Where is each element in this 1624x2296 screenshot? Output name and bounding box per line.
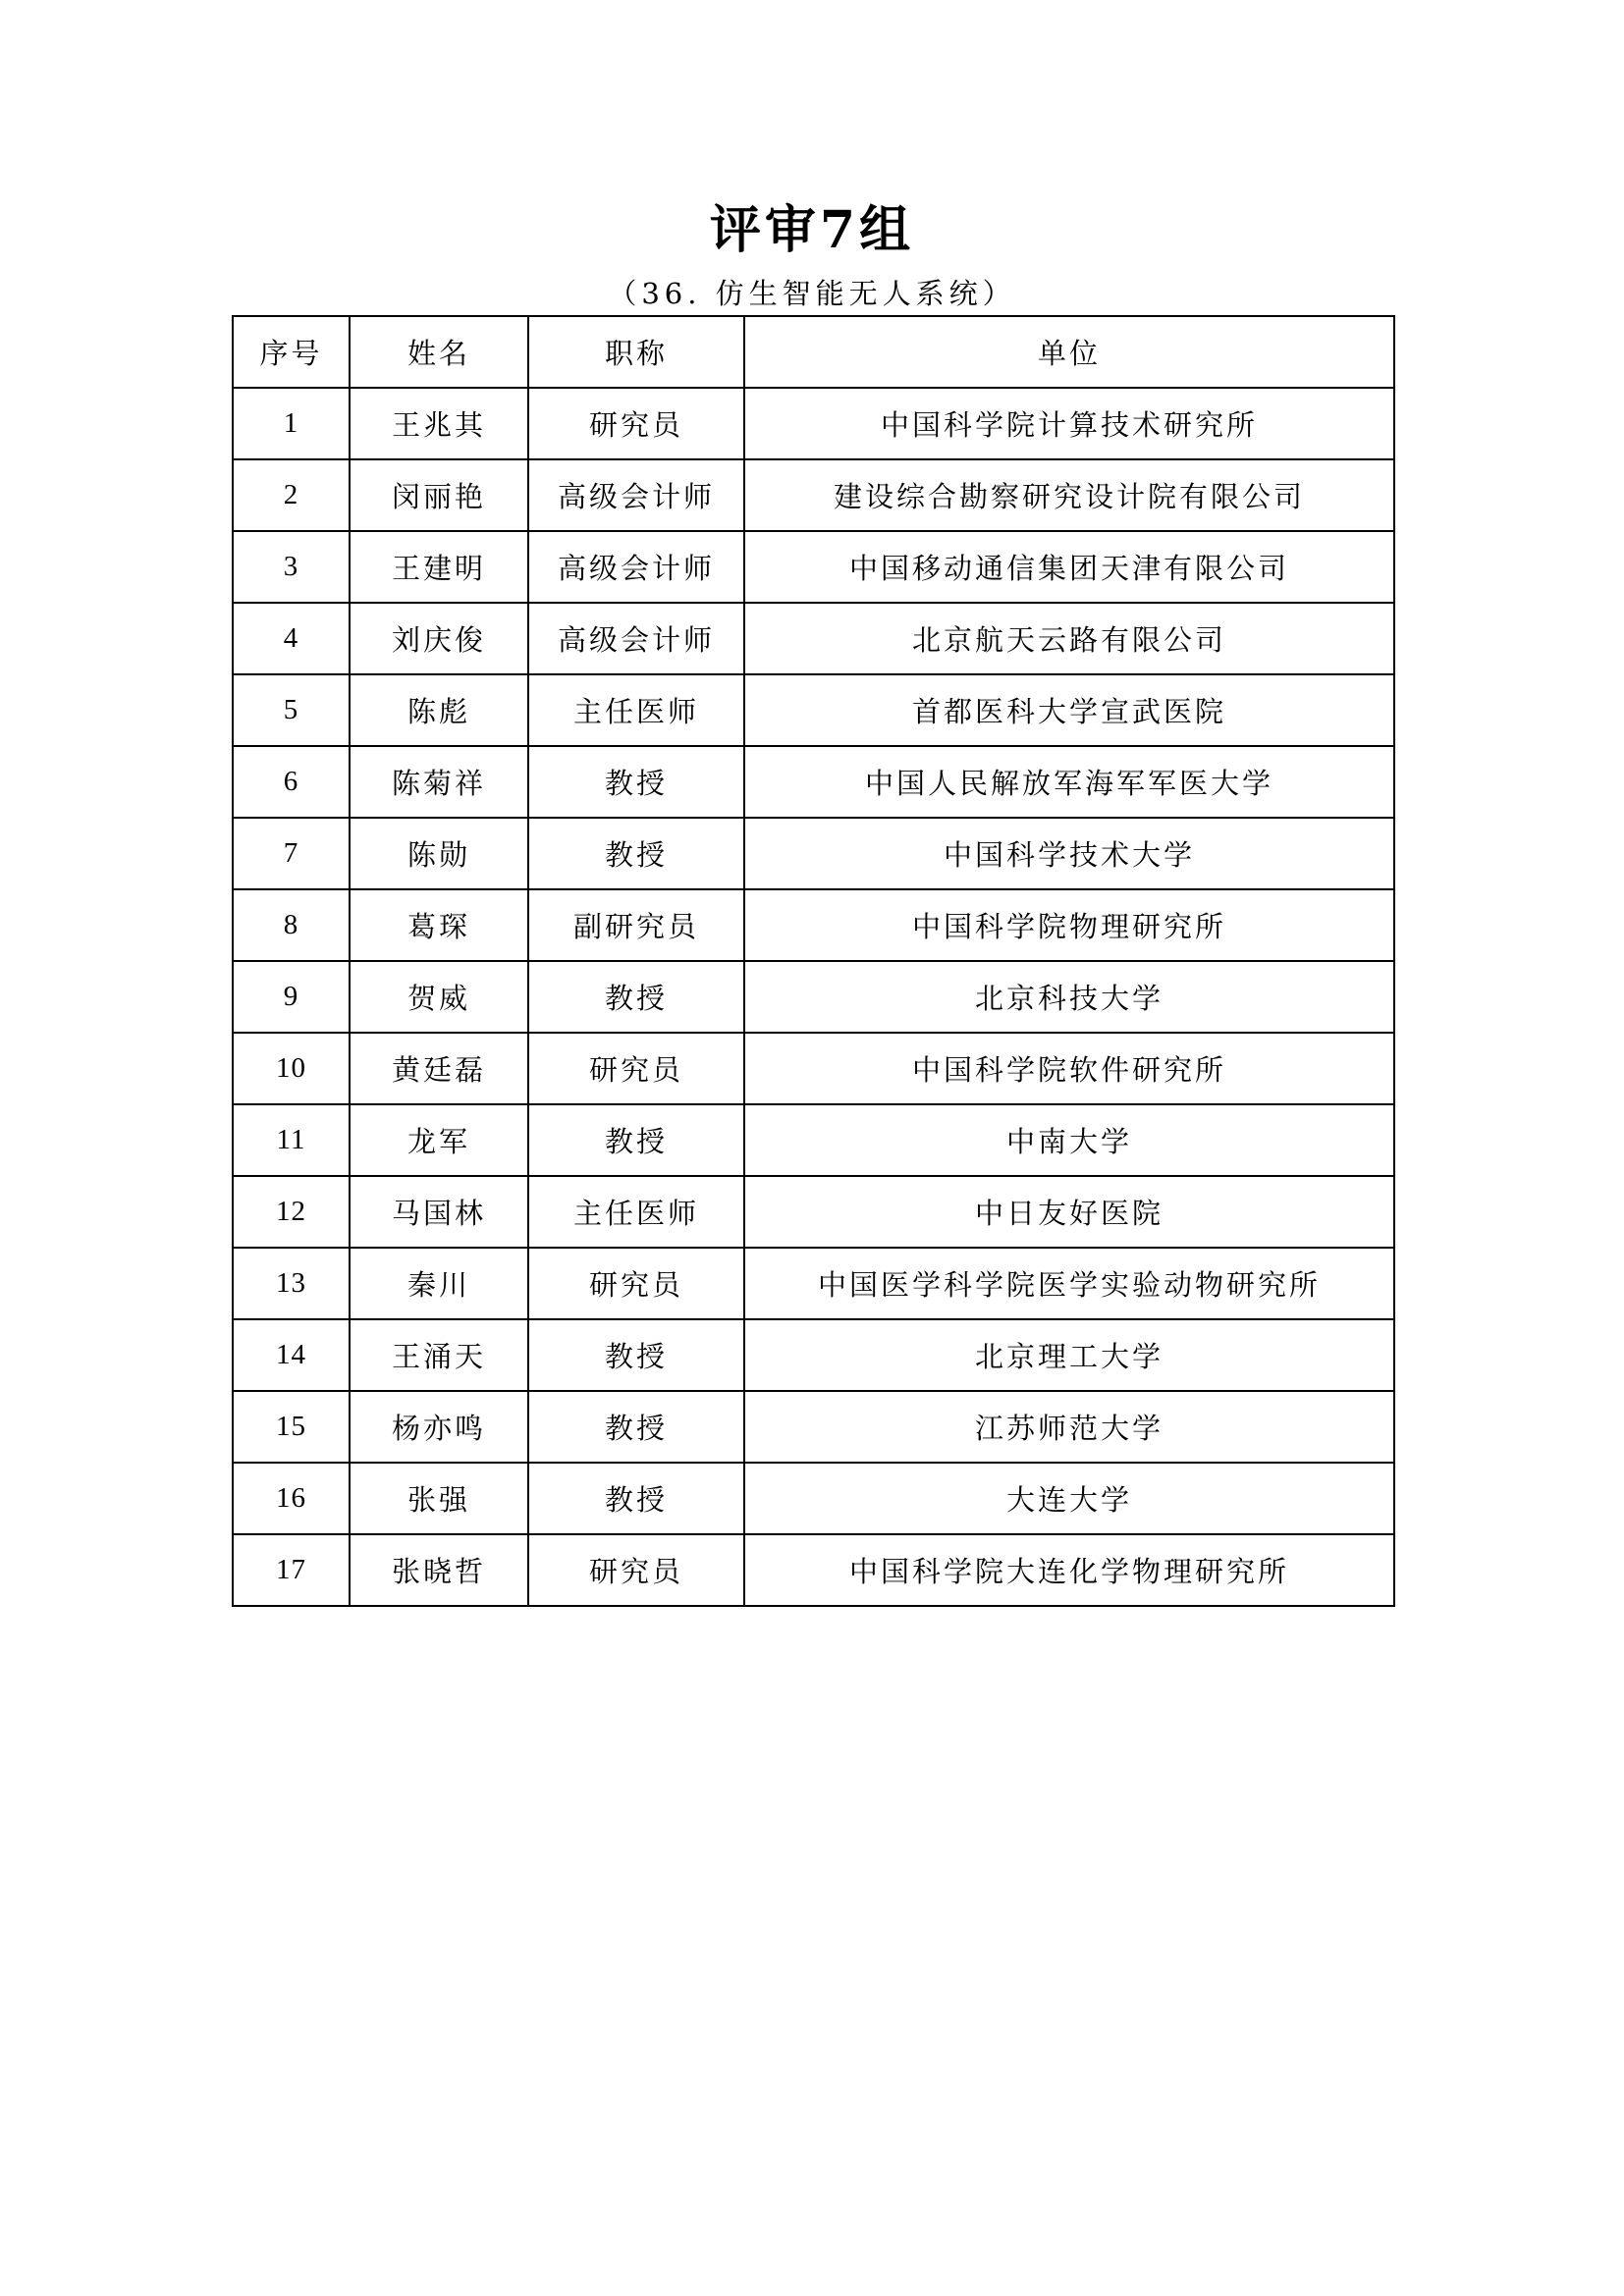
cell-name: 黄廷磊 — [350, 1033, 528, 1104]
cell-name: 马国林 — [350, 1176, 528, 1248]
cell-seq: 13 — [233, 1248, 350, 1319]
header-title: 职称 — [528, 316, 744, 388]
table-row — [233, 1176, 1394, 1248]
table-row — [233, 1104, 1394, 1176]
cell-seq: 2 — [233, 459, 350, 531]
cell-title: 教授 — [528, 961, 744, 1033]
cell-title: 高级会计师 — [528, 459, 744, 531]
table-row — [233, 603, 1394, 674]
table-row — [233, 1033, 1394, 1104]
table-row — [233, 818, 1394, 889]
cell-title: 副研究员 — [528, 889, 744, 961]
cell-name: 陈彪 — [350, 674, 528, 746]
cell-name: 刘庆俊 — [350, 603, 528, 674]
cell-unit: 中国移动通信集团天津有限公司 — [744, 531, 1394, 603]
table-row — [233, 1319, 1394, 1391]
header-unit: 单位 — [744, 316, 1394, 388]
cell-seq: 8 — [233, 889, 350, 961]
cell-unit: 江苏师范大学 — [744, 1391, 1394, 1463]
cell-seq: 7 — [233, 818, 350, 889]
header-name: 姓名 — [350, 316, 528, 388]
cell-name: 陈菊祥 — [350, 746, 528, 818]
cell-name: 张强 — [350, 1463, 528, 1534]
cell-name: 贺威 — [350, 961, 528, 1033]
table-header-row — [233, 316, 1394, 388]
cell-seq: 15 — [233, 1391, 350, 1463]
cell-unit: 首都医科大学宣武医院 — [744, 674, 1394, 746]
cell-unit: 中国人民解放军海军军医大学 — [744, 746, 1394, 818]
table-row — [233, 961, 1394, 1033]
cell-name: 陈勋 — [350, 818, 528, 889]
cell-seq: 9 — [233, 961, 350, 1033]
cell-seq: 11 — [233, 1104, 350, 1176]
cell-seq: 1 — [233, 388, 350, 459]
cell-name: 闵丽艳 — [350, 459, 528, 531]
cell-unit: 北京理工大学 — [744, 1319, 1394, 1391]
cell-seq: 14 — [233, 1319, 350, 1391]
cell-unit: 中国科学技术大学 — [744, 818, 1394, 889]
cell-name: 王兆其 — [350, 388, 528, 459]
cell-title: 教授 — [528, 1391, 744, 1463]
table-row — [233, 889, 1394, 961]
cell-name: 秦川 — [350, 1248, 528, 1319]
cell-title: 研究员 — [528, 388, 744, 459]
cell-unit: 建设综合勘察研究设计院有限公司 — [744, 459, 1394, 531]
cell-seq: 12 — [233, 1176, 350, 1248]
expert-roster-table — [232, 315, 1395, 1607]
cell-seq: 3 — [233, 531, 350, 603]
cell-seq: 17 — [233, 1534, 350, 1606]
cell-unit: 中国科学院大连化学物理研究所 — [744, 1534, 1394, 1606]
header-seq: 序号 — [233, 316, 350, 388]
cell-name: 张晓哲 — [350, 1534, 528, 1606]
cell-title: 研究员 — [528, 1248, 744, 1319]
cell-unit: 北京航天云路有限公司 — [744, 603, 1394, 674]
cell-title: 教授 — [528, 746, 744, 818]
cell-seq: 16 — [233, 1463, 350, 1534]
cell-name: 杨亦鸣 — [350, 1391, 528, 1463]
cell-title: 研究员 — [528, 1534, 744, 1606]
table-row — [233, 746, 1394, 818]
table-row — [233, 1248, 1394, 1319]
table-row — [233, 459, 1394, 531]
cell-title: 高级会计师 — [528, 603, 744, 674]
cell-unit: 中国医学科学院医学实验动物研究所 — [744, 1248, 1394, 1319]
table-body — [233, 388, 1394, 1606]
table-row — [233, 1463, 1394, 1534]
cell-name: 王建明 — [350, 531, 528, 603]
document-title: 评审7组 — [709, 200, 915, 260]
cell-unit: 大连大学 — [744, 1463, 1394, 1534]
table-row — [233, 388, 1394, 459]
cell-unit: 中国科学院物理研究所 — [744, 889, 1394, 961]
cell-unit: 中日友好医院 — [744, 1176, 1394, 1248]
cell-seq: 5 — [233, 674, 350, 746]
cell-seq: 10 — [233, 1033, 350, 1104]
cell-title: 研究员 — [528, 1033, 744, 1104]
cell-unit: 中国科学院软件研究所 — [744, 1033, 1394, 1104]
cell-name: 王涌天 — [350, 1319, 528, 1391]
cell-unit: 中南大学 — [744, 1104, 1394, 1176]
cell-unit: 中国科学院计算技术研究所 — [744, 388, 1394, 459]
cell-title: 教授 — [528, 818, 744, 889]
cell-seq: 4 — [233, 603, 350, 674]
cell-name: 葛琛 — [350, 889, 528, 961]
table-row — [233, 674, 1394, 746]
cell-title: 主任医师 — [528, 674, 744, 746]
cell-title: 高级会计师 — [528, 531, 744, 603]
table-row — [233, 1391, 1394, 1463]
cell-title: 教授 — [528, 1463, 744, 1534]
cell-title: 教授 — [528, 1319, 744, 1391]
cell-seq: 6 — [233, 746, 350, 818]
cell-title: 教授 — [528, 1104, 744, 1176]
cell-unit: 北京科技大学 — [744, 961, 1394, 1033]
cell-name: 龙军 — [350, 1104, 528, 1176]
cell-title: 主任医师 — [528, 1176, 744, 1248]
document-subtitle: （36. 仿生智能无人系统） — [608, 277, 1016, 310]
table-row — [233, 531, 1394, 603]
table-row — [233, 1534, 1394, 1606]
